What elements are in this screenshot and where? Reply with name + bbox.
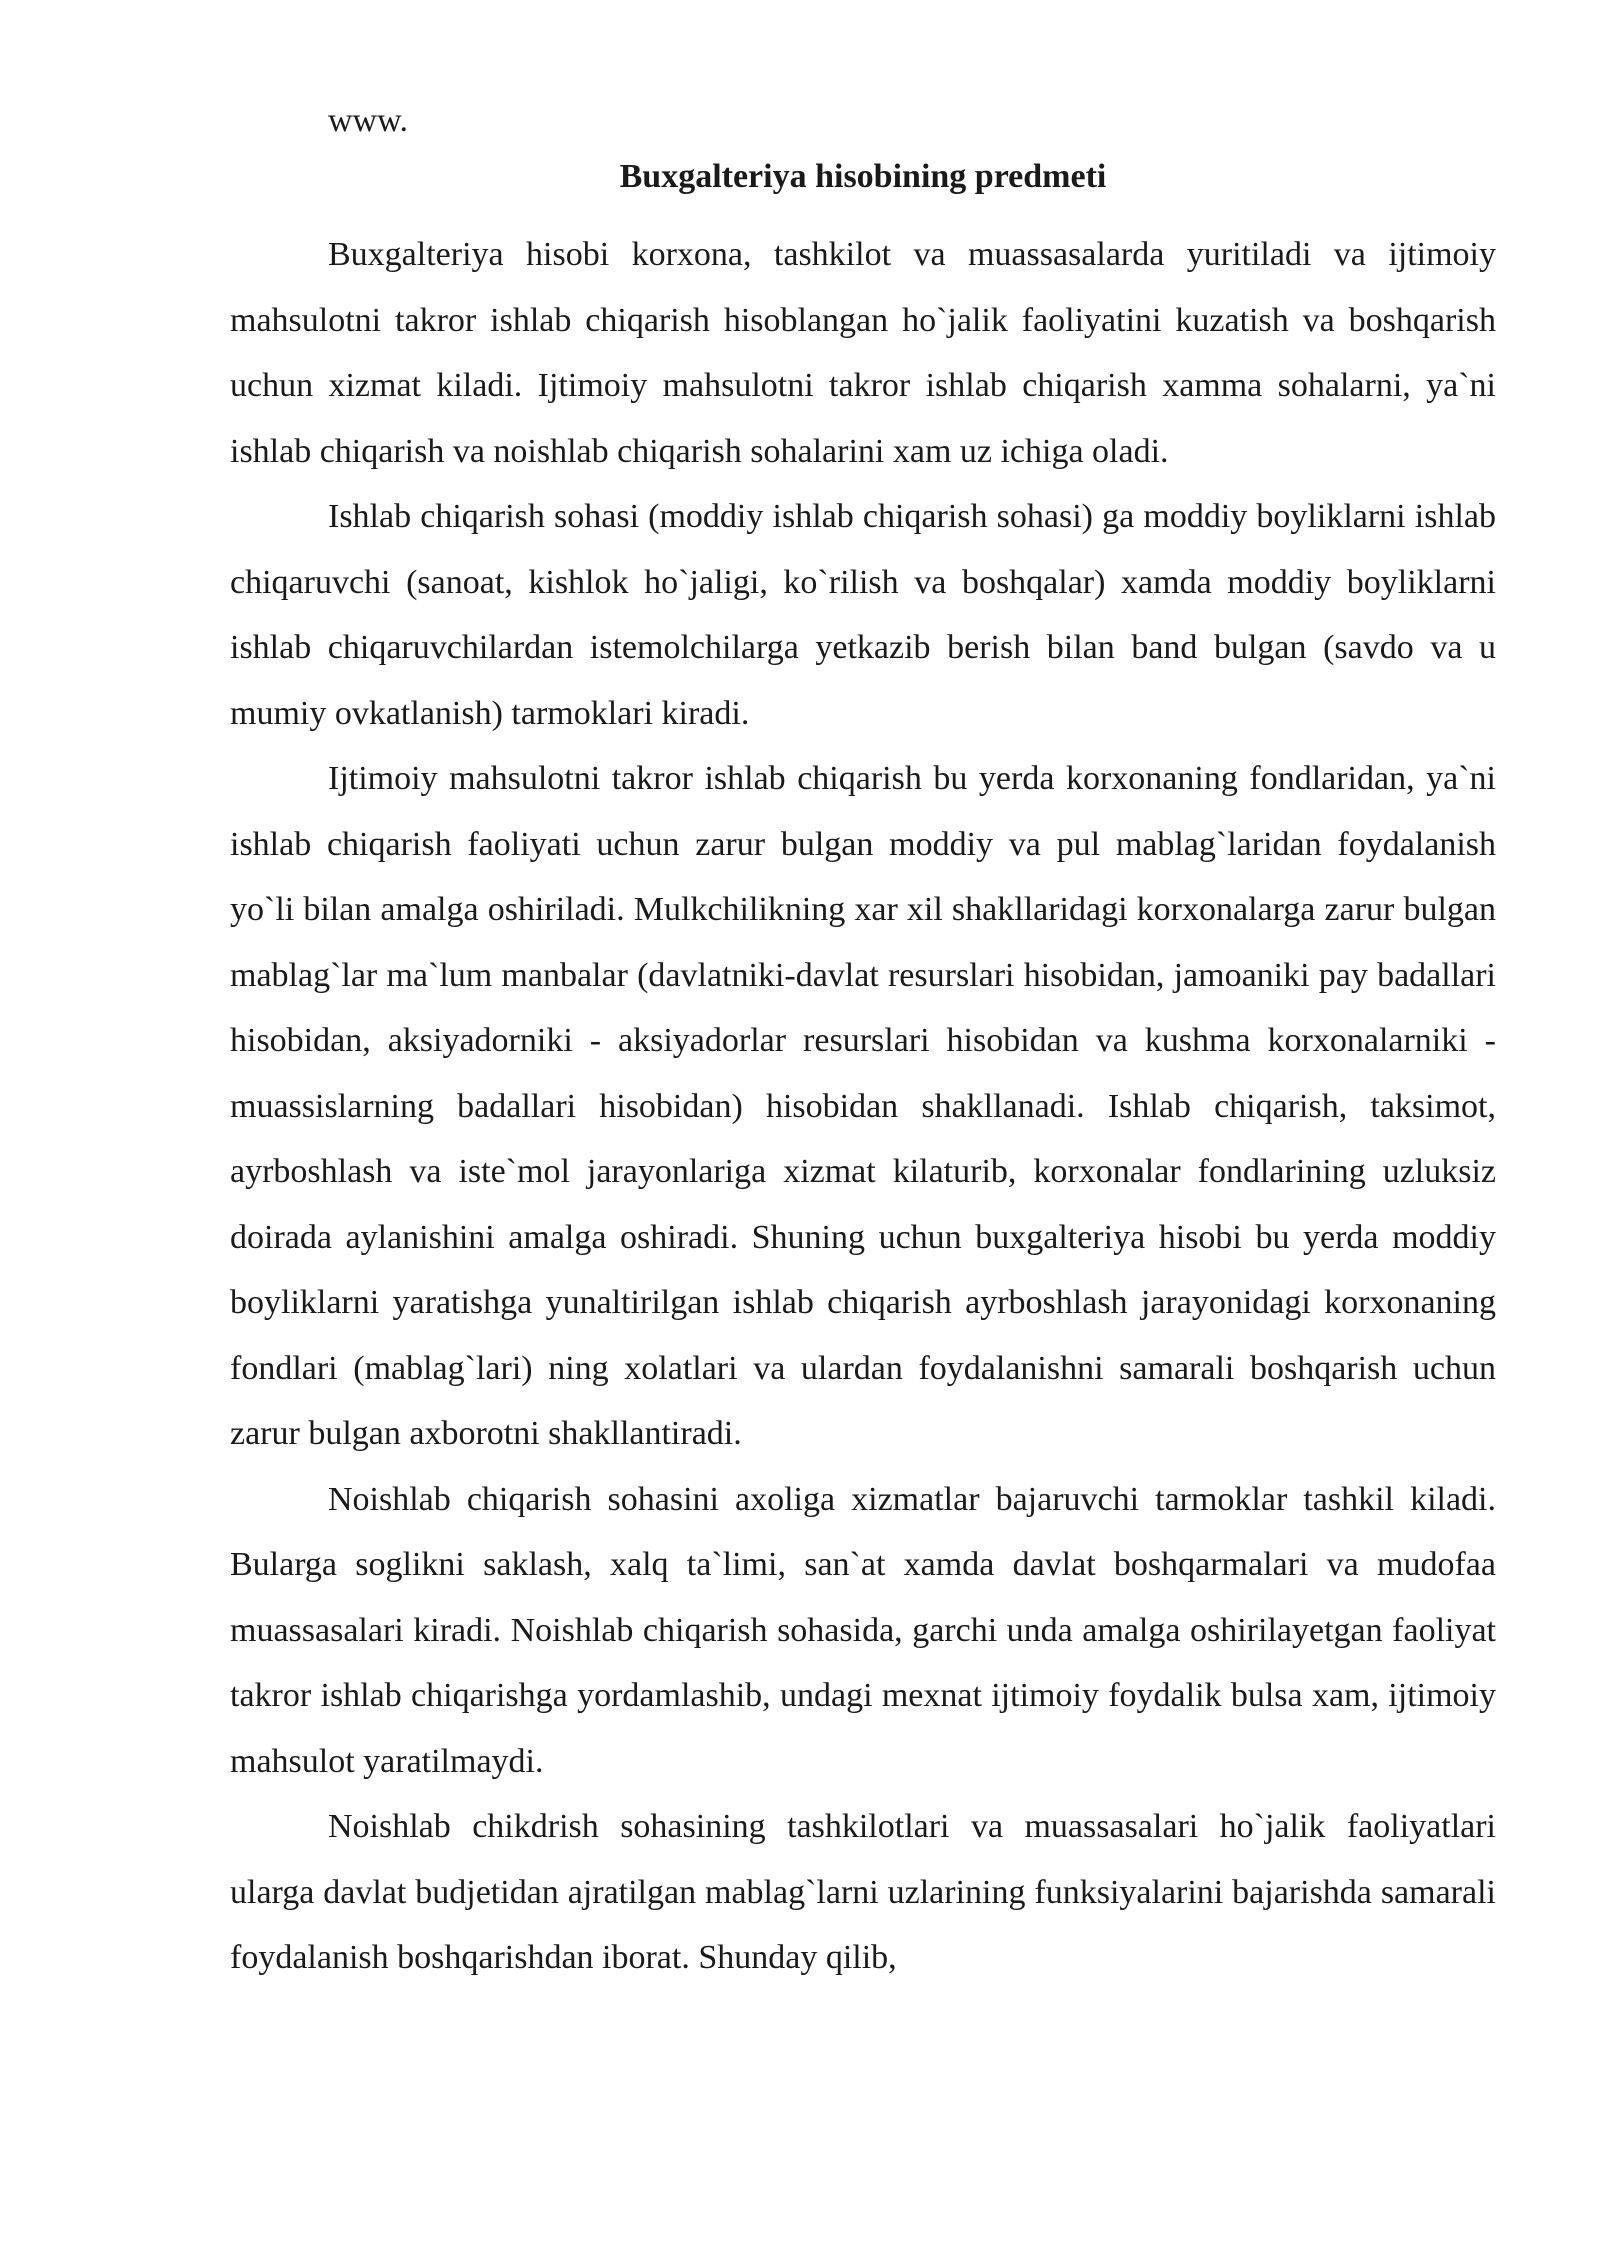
- paragraph-4: Noishlab chiqarish sohasini axoliga xizmatlar bajaruvchi tarmoklar tashkil kiladi. Bularga soglikni saklash, xalq ta`limi, san`at xamda davlat boshqarmalari va mudofaa muassasalari kiradi. Noishlab chiqarish sohasida, garchi unda amalga oshirilayetgan faoliyat takror ishlab chiqarishga yordamlashib, undagi mexnat ijtimoiy foydalik bulsa xam, ijtimoiy mahsulot yaratilmaydi.: [230, 1480, 1496, 1780]
- document-page: [230, 98, 1496, 1991]
- paragraph-5: Noishlab chikdrish sohasining tashkilotlari va muassasalari ho`jalik faoliyatlari ularga davlat budjetidan ajratilgan mablag`larni uzlarining funksiyalarini bajarishda samarali foydalanish boshqarishdan iborat. Shunday qilib,: [230, 1808, 1496, 1976]
- header-text: www.: [328, 102, 408, 139]
- paragraph-1: Buxgalteriya hisobi korxona, tashkilot va muassasalarda yuritiladi va ijtimoiy mahsulotni takror ishlab chiqarish hisoblangan ho`jalik faoliyatini kuzatish va boshqarish uchun xizmat kiladi. Ijtimoiy mahsulotni takror ishlab chiqarish xamma sohalarni, ya`ni ishlab chiqarish va noishlab chiqarish sohalarini xam uz ichiga oladi.: [230, 236, 1496, 470]
- document-title: Buxgalteriya hisobining predmeti: [619, 158, 1107, 195]
- paragraph-3: Ijtimoiy mahsulotni takror ishlab chiqarish bu yerda korxonaning fondlaridan, ya`ni ishlab chiqarish faoliyati uchun zarur bulgan moddiy va pul mablag`laridan foydalanish yo`li bilan amalga oshiriladi. Mulkchilikning xar xil shakllaridagi korxonalarga zarur bulgan mablag`lar ma`lum manbalar (davlatniki-davlat resurslari hisobidan, jamoaniki pay badallari hisobidan, aksiyadorniki - aksiyadorlar resurslari hisobidan va kushma korxonalarniki - muassislarning badallari hisobidan) hisobidan shakllanadi. Ishlab chiqarish, taksimot, ayrboshlash va iste`mol jarayonlariga xizmat kilaturib, korxonalar fondlarining uzluksiz doirada aylanishini amalga oshiradi. Shuning uchun buxgalteriya hisobi bu yerda moddiy boyliklarni yaratishga yunaltirilgan ishlab chiqarish ayrboshlash jarayonidagi korxonaning fondlari (mablag`lari) ning xolatlari va ulardan foydalanishni samarali boshqarish uchun zarur bulgan axborotni shakllantiradi.: [230, 760, 1496, 1452]
- paragraph-2: Ishlab chiqarish sohasi (moddiy ishlab chiqarish sohasi) ga moddiy boyliklarni ishlab chiqaruvchi (sanoat, kishlok ho`jaligi, ko`rilish va boshqalar) xamda moddiy boyliklarni ishlab chiqaruvchilardan istemolchilarga yetkazib berish bilan band bulgan (savdo va u mumiy ovkatlanish) tarmoklari kiradi.: [230, 498, 1496, 732]
